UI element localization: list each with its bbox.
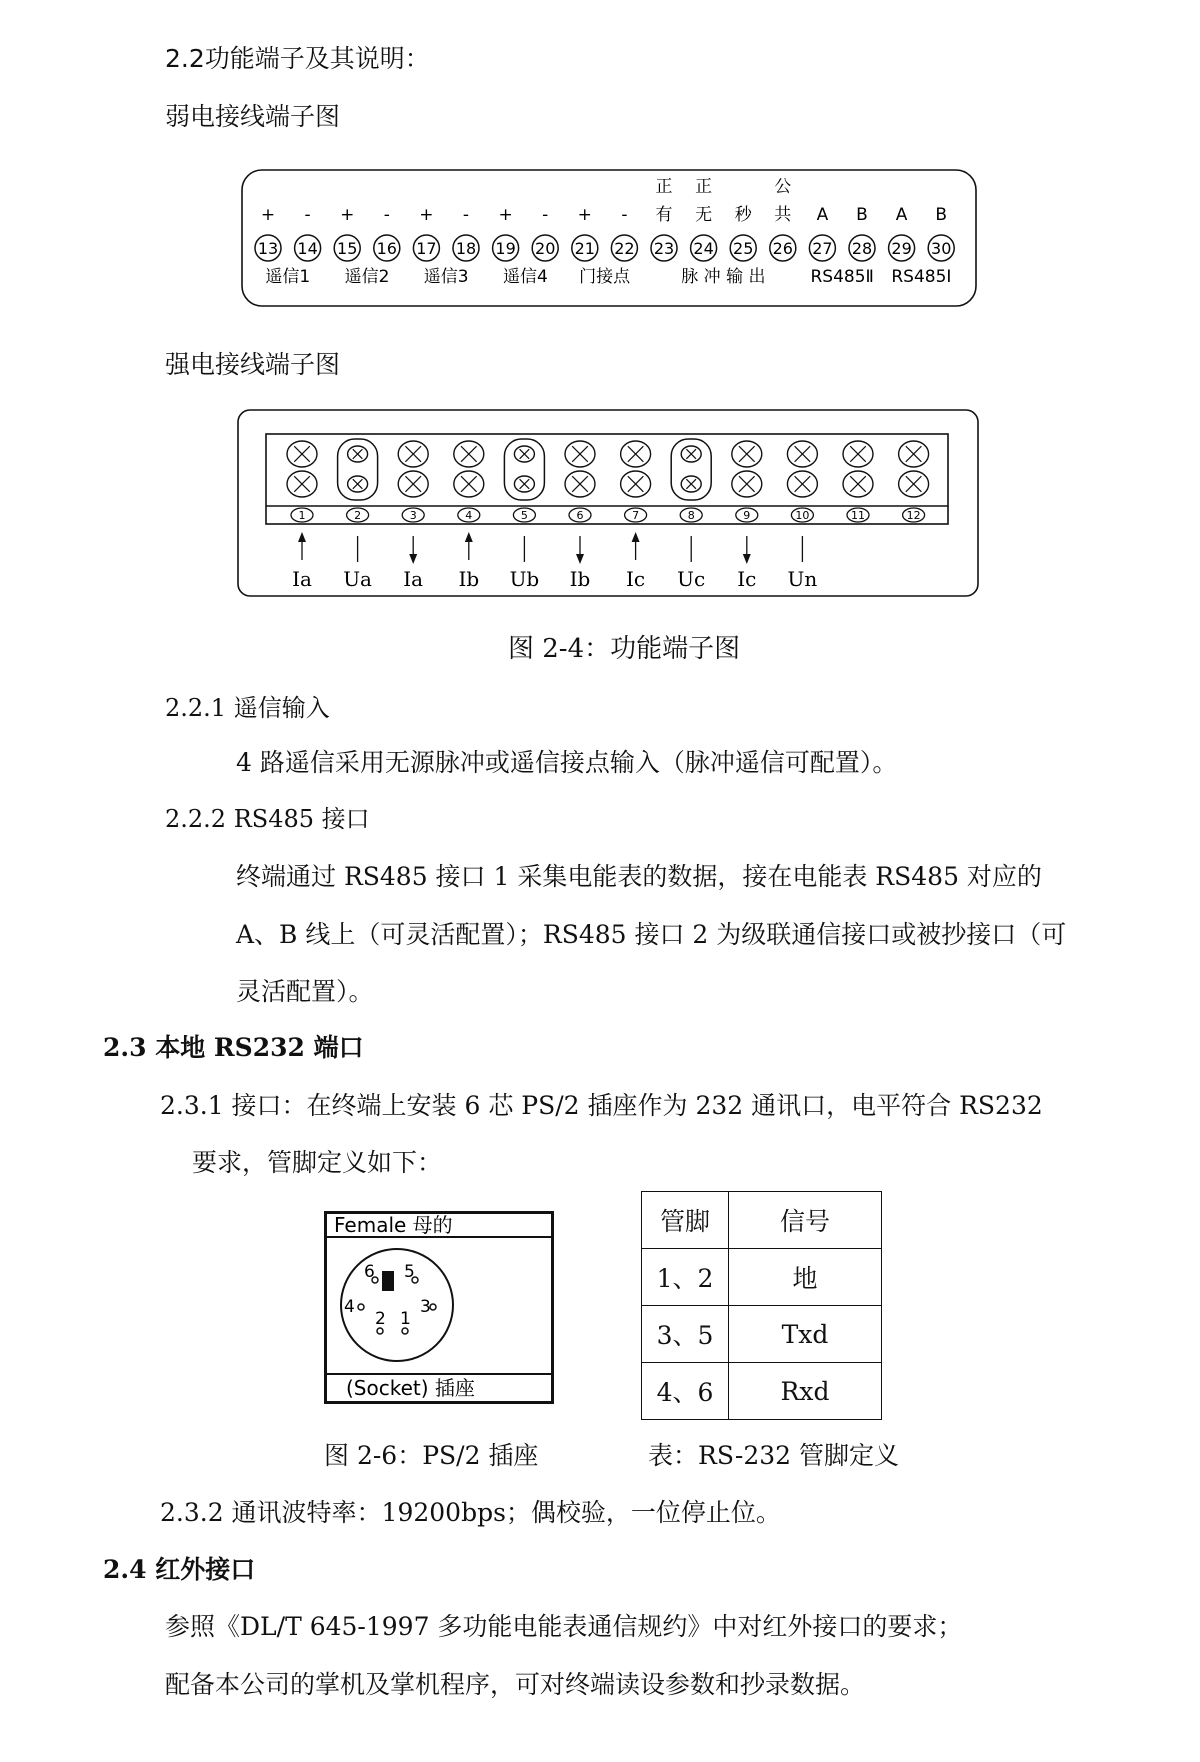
- weak-terminal-sign-label: 无: [695, 205, 713, 225]
- weak-terminal-sign-label: 有: [655, 205, 673, 225]
- strong-terminal-diagram: [236, 408, 982, 600]
- weak-terminal-number: 17: [416, 239, 437, 258]
- strong-terminal-number: 9: [743, 509, 751, 522]
- arrow-head: [576, 554, 584, 564]
- weak-terminal-number: 22: [614, 239, 635, 258]
- paired-screw-outline: [504, 439, 544, 500]
- weak-terminal-23: [651, 177, 677, 261]
- weak-terminal-number: 14: [297, 239, 318, 258]
- weak-terminal-sign-label: +: [419, 205, 434, 225]
- section-2-2-1-text: 4 路遥信采用无源脉冲或遥信接点输入（脉冲遥信可配置）。: [236, 748, 898, 777]
- ps2-pin-1: [400, 1309, 411, 1334]
- weak-terminal-sign-label: B: [935, 205, 948, 225]
- section-2-4-line-1: 参照《DL/T 645-1997 多功能电能表通信规约》中对红外接口的要求；: [165, 1612, 963, 1641]
- strong-terminal-10: [787, 441, 817, 591]
- weak-terminal-sign-label: +: [498, 205, 513, 225]
- weak-terminal-number: 24: [693, 239, 714, 258]
- section-heading-2-2-1: 2.2.1 遥信输入: [165, 694, 330, 722]
- ps2-socket-figure: [324, 1211, 554, 1405]
- paired-screw-outline: [338, 439, 378, 500]
- weak-terminal-sign-label: -: [621, 205, 628, 225]
- section-heading-2-4: 2.4 红外接口: [103, 1555, 256, 1584]
- strong-terminal-number: 5: [520, 509, 528, 522]
- strong-terminal-label: Ic: [626, 567, 646, 591]
- weak-terminal-sign-label: 共: [774, 205, 792, 225]
- figure-2-6-caption: 图 2-6：PS/2 插座: [324, 1441, 539, 1470]
- weak-terminal-22: [611, 205, 637, 261]
- weak-group-label: 遥信1: [265, 267, 311, 287]
- weak-terminal-number: 16: [376, 239, 397, 258]
- weak-terminal-24: [691, 177, 717, 261]
- arrow-head: [298, 532, 306, 542]
- table-row: [642, 1363, 882, 1420]
- weak-terminal-top-label: 正: [695, 177, 713, 197]
- table-cell: 1、2: [642, 1249, 729, 1306]
- weak-terminal-sign-label: +: [577, 205, 592, 225]
- ps2-pin-2: [375, 1309, 386, 1334]
- weak-terminal-sign-label: -: [462, 205, 470, 225]
- weak-terminal-number: 25: [733, 239, 754, 258]
- weak-terminal-number: 13: [257, 239, 279, 258]
- arrow-head: [743, 554, 751, 564]
- weak-terminal-28: [849, 205, 875, 261]
- svg-text:4: 4: [344, 1297, 355, 1317]
- strong-terminal-number: 12: [906, 509, 921, 522]
- strong-terminal-11: [843, 441, 873, 522]
- strong-terminal-4: [454, 441, 484, 591]
- strong-terminal-number: 4: [465, 509, 473, 522]
- weak-group-label: 遥信2: [344, 267, 390, 287]
- weak-terminal-number: 18: [455, 239, 477, 258]
- table-header-cell: 管脚: [642, 1192, 729, 1249]
- section-2-3-2-text: 2.3.2 通讯波特率：19200bps；偶校验，一位停止位。: [160, 1498, 781, 1527]
- strong-terminal-label: Un: [787, 567, 818, 591]
- strong-terminal-label: Ib: [569, 567, 591, 591]
- strong-terminal-3: [398, 441, 428, 591]
- weak-group-label: RS485Ⅰ: [891, 267, 952, 287]
- section-heading-2-2-2: 2.2.2 RS485 接口: [165, 805, 370, 833]
- table-cell: 地: [729, 1249, 882, 1306]
- weak-group-label: 脉 冲 输 出: [681, 267, 766, 287]
- weak-group-label: 遥信3: [423, 267, 469, 287]
- strong-terminal-label: Ib: [458, 567, 480, 591]
- strong-terminal-5: [510, 446, 540, 591]
- weak-terminal-sign-label: -: [542, 205, 549, 225]
- weak-terminal-number: 27: [812, 239, 833, 258]
- weak-terminal-13: [255, 205, 281, 261]
- svg-text:1: 1: [400, 1309, 411, 1329]
- ps2-key-slot: [382, 1271, 394, 1291]
- strong-terminal-label: Ic: [737, 567, 757, 591]
- weak-terminal-number: 20: [535, 239, 556, 258]
- weak-terminal-top-label: 公: [774, 177, 792, 197]
- strong-terminal-label: Ia: [292, 567, 312, 591]
- strong-terminal-number: 1: [298, 509, 306, 522]
- weak-terminal-number: 26: [772, 239, 793, 258]
- strong-terminal-number: 8: [687, 509, 695, 522]
- weak-terminal-number: 30: [931, 239, 952, 258]
- strong-terminal-2: [343, 446, 372, 591]
- weak-terminal-diagram: [240, 168, 980, 310]
- weak-group-label: RS485Ⅱ: [810, 267, 874, 287]
- ps2-pin-3: [420, 1297, 436, 1317]
- table-cell: 3、5: [642, 1306, 729, 1363]
- weak-terminal-18: [453, 205, 479, 261]
- strong-terminal-label: Ia: [403, 567, 424, 591]
- section-2-3-1-line-1: 2.3.1 接口：在终端上安装 6 芯 PS/2 插座作为 232 通讯口，电平符合 RS232: [160, 1091, 1043, 1120]
- strong-terminal-12: [899, 441, 929, 522]
- arrow-head: [632, 532, 640, 542]
- ps2-pin-4: [344, 1297, 364, 1317]
- weak-terminal-15: [334, 205, 360, 261]
- strong-terminal-number: 2: [354, 509, 362, 522]
- figure-2-4-caption: 图 2-4：功能端子图: [508, 634, 741, 664]
- weak-terminal-sign-label: A: [895, 205, 908, 225]
- strong-terminal-8: [677, 446, 705, 591]
- strong-terminal-label: Ua: [343, 567, 372, 591]
- weak-terminal-sign-label: +: [340, 205, 355, 225]
- weak-terminal-number: 23: [653, 239, 675, 258]
- table-header-cell: 信号: [729, 1192, 882, 1249]
- weak-terminal-number: 19: [495, 239, 516, 258]
- section-heading-2-3: 2.3 本地 RS232 端口: [103, 1033, 364, 1062]
- ps2-pin-5: [404, 1262, 418, 1283]
- svg-text:5: 5: [404, 1262, 415, 1282]
- strong-terminal-1: [287, 441, 317, 591]
- arrow-head: [465, 532, 473, 542]
- table-header-row: [642, 1192, 882, 1249]
- strong-terminal-number: 10: [795, 509, 810, 522]
- strong-terminal-9: [732, 441, 762, 591]
- weak-terminal-17: [413, 205, 439, 261]
- weak-terminal-21: [572, 205, 598, 261]
- section-heading-2-2: 2.2功能端子及其说明：: [165, 44, 430, 73]
- weak-terminal-sign-label: +: [260, 205, 276, 225]
- weak-terminal-29: [889, 205, 915, 261]
- table-cell: Txd: [729, 1306, 882, 1363]
- section-2-2-2-line-3: 灵活配置）。: [236, 977, 374, 1006]
- table-row: [642, 1249, 882, 1306]
- section-2-2-2-line-2: A、B 线上（可灵活配置）；RS485 接口 2 为级联通信接口或被抄接口（可: [236, 920, 1067, 949]
- strong-terminal-number: 7: [632, 509, 640, 522]
- weak-terminal-26: [770, 177, 796, 261]
- strong-terminal-number: 11: [851, 509, 865, 522]
- weak-terminal-25: [730, 205, 756, 261]
- weak-terminal-number: 15: [337, 239, 358, 258]
- strong-terminal-label: Ub: [509, 567, 540, 591]
- weak-terminal-number: 29: [891, 239, 912, 258]
- ps2-socket-outline: [341, 1249, 453, 1361]
- rs232-pin-table: [641, 1191, 882, 1420]
- weak-terminal-sign-label: 秒: [734, 205, 752, 225]
- strong-diagram-title: 强电接线端子图: [165, 350, 341, 379]
- weak-terminal-20: [532, 205, 558, 261]
- strong-terminal-7: [621, 441, 651, 591]
- weak-terminal-30: [928, 205, 954, 261]
- ps2-pin-6: [364, 1262, 378, 1283]
- table-caption: 表：RS-232 管脚定义: [648, 1441, 899, 1470]
- arrow-head: [409, 554, 417, 564]
- weak-group-label: 门接点: [579, 267, 631, 287]
- weak-terminal-sign-label: B: [856, 205, 868, 225]
- strong-terminal-6: [565, 441, 595, 591]
- table-cell: Rxd: [729, 1363, 882, 1420]
- section-2-4-line-2: 配备本公司的掌机及掌机程序，可对终端读设参数和抄录数据。: [165, 1670, 866, 1699]
- ps2-top-label: Female 母的: [334, 1213, 453, 1237]
- paired-screw-outline: [671, 439, 711, 500]
- strong-terminal-number: 3: [409, 509, 417, 522]
- weak-terminal-sign-label: -: [304, 205, 311, 225]
- svg-text:6: 6: [364, 1262, 375, 1282]
- weak-diagram-title: 弱电接线端子图: [165, 102, 341, 131]
- svg-text:3: 3: [420, 1297, 431, 1317]
- strong-terminal-label: Uc: [677, 567, 706, 591]
- strong-terminal-number: 6: [576, 509, 584, 522]
- table-cell: 4、6: [642, 1363, 729, 1420]
- weak-group-label: 遥信4: [502, 267, 548, 287]
- weak-terminal-top-label: 正: [655, 177, 673, 197]
- weak-terminal-14: [295, 205, 321, 261]
- table-row: [642, 1306, 882, 1363]
- weak-terminal-number: 28: [851, 239, 873, 258]
- svg-text:2: 2: [375, 1309, 386, 1329]
- ps2-bottom-label: (Socket) 插座: [346, 1376, 475, 1400]
- section-2-3-1-line-2: 要求，管脚定义如下：: [192, 1148, 443, 1177]
- weak-terminal-27: [809, 205, 835, 261]
- weak-terminal-sign-label: -: [383, 205, 390, 225]
- weak-terminal-number: 21: [574, 239, 595, 258]
- weak-terminal-sign-label: A: [816, 205, 829, 225]
- weak-terminal-19: [493, 205, 519, 261]
- section-2-2-2-line-1: 终端通过 RS485 接口 1 采集电能表的数据，接在电能表 RS485 对应的: [236, 862, 1042, 891]
- weak-terminal-16: [374, 205, 400, 261]
